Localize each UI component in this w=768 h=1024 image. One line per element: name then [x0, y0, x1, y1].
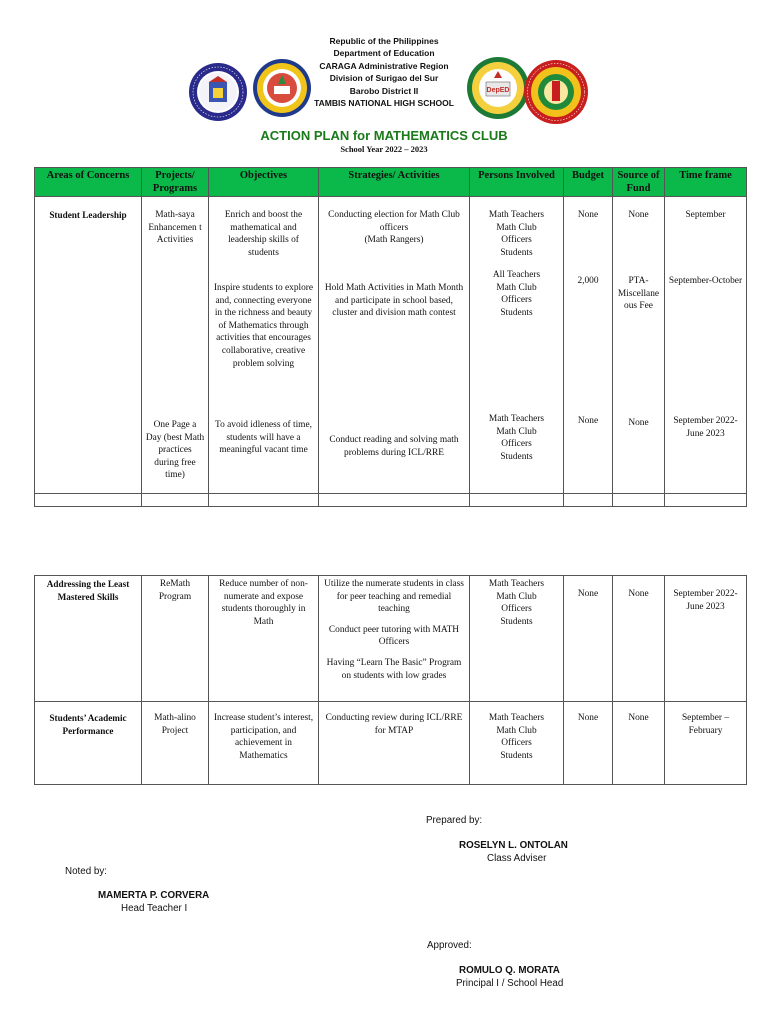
district-seal-logo	[466, 56, 530, 120]
person-text: Officers	[501, 604, 532, 615]
person-text: Math Teachers	[488, 713, 545, 723]
strategy-text: Conducting review during ICL/RRE for MTAP	[325, 713, 463, 736]
timeframe-text: September-October	[668, 276, 743, 286]
noted-by-name: MAMERTA P. CORVERA	[98, 890, 210, 901]
fund-text: None	[628, 210, 649, 220]
person-text: Officers	[501, 439, 532, 450]
page-title: ACTION PLAN for MATHEMATICS CLUB	[260, 128, 508, 143]
area-cell: Addressing the Least Mastered Skills	[35, 576, 142, 702]
header-budget: Budget	[564, 168, 613, 197]
prepared-by-role: Class Adviser	[487, 853, 547, 864]
person-text: Math Teachers	[488, 579, 545, 589]
area-cell: Students’ Academic Performance	[35, 702, 142, 785]
budget-cell: None	[564, 576, 613, 702]
action-plan-table-1	[34, 167, 747, 507]
project-cell: Math-alino Project	[142, 702, 209, 785]
table-row	[35, 702, 747, 785]
person-text: Math Club	[496, 282, 537, 293]
timeframe-cell: September – February	[665, 702, 747, 785]
noted-by-label: Noted by:	[65, 866, 107, 877]
person-text: Students	[500, 451, 533, 462]
persons-cell	[470, 197, 564, 494]
person-text: Officers	[501, 295, 532, 306]
table-row	[35, 576, 747, 702]
person-text: Math Club	[496, 725, 537, 736]
deped-seal-logo	[188, 62, 248, 122]
area-label: Student Leadership	[49, 210, 127, 220]
letterhead	[0, 35, 768, 109]
fund-cell	[613, 197, 665, 494]
budget-cell	[564, 197, 613, 494]
person-text: Math Club	[496, 426, 537, 437]
strategy-text: Conduct reading and solving math problems during ICL/RRE	[329, 435, 459, 458]
person-text: Students	[500, 247, 533, 258]
school-year: School Year 2022 – 2023	[340, 144, 428, 154]
area-cell	[35, 197, 142, 494]
timeframe-cell	[665, 197, 747, 494]
division-seal-logo	[252, 58, 312, 118]
table-row	[35, 197, 747, 494]
budget-text: None	[577, 416, 599, 426]
strategy-cell	[319, 702, 470, 785]
persons-cell	[470, 576, 564, 702]
strategy-text: (Math Rangers)	[364, 235, 424, 246]
approved-label: Approved:	[427, 940, 472, 951]
action-plan-table-2	[34, 575, 747, 785]
budget-text: None	[577, 210, 599, 220]
strategy-text: Conduct peer tutoring with MATH Officers	[328, 624, 460, 648]
person-text: Students	[500, 750, 533, 761]
timeframe-text: September 2022- June 2023	[673, 416, 738, 439]
person-text: Math Club	[496, 222, 537, 233]
budget-text: 2,000	[577, 276, 599, 286]
persons-cell	[470, 702, 564, 785]
project-cell: ReMath Program	[142, 576, 209, 702]
svg-text:DepED: DepED	[486, 87, 510, 94]
person-text: Math Teachers	[488, 414, 545, 424]
project-text: One Page a Day (best Math practices during free time)	[145, 420, 205, 481]
approved-role: Principal I / School Head	[456, 978, 564, 989]
projects-cell	[142, 197, 209, 494]
timeframe-text: September	[685, 210, 726, 220]
header-strategies: Strategies/ Activities	[319, 168, 470, 197]
person-text: Math Club	[496, 591, 537, 602]
table-row-empty	[35, 494, 747, 507]
approved-name: ROMULO Q. MORATA	[459, 965, 560, 976]
header-objectives: Objectives	[209, 168, 319, 197]
person-text: All Teachers	[492, 270, 541, 280]
project-text: Math-saya Enhancemen t Activities	[148, 210, 202, 246]
header-line-2: Department of Education	[333, 48, 435, 59]
header-source: Source of Fund	[613, 168, 665, 197]
header-line-4: Division of Surigao del Sur	[329, 73, 439, 84]
header-line-6: TAMBIS NATIONAL HIGH SCHOOL	[314, 98, 454, 109]
budget-cell: None	[564, 702, 613, 785]
strategy-text: Utilize the numerate students in class for peer teaching and remedial teaching	[324, 579, 464, 615]
objective-cell: Increase student’s interest, participation, and achievement in Mathematics	[209, 702, 319, 785]
strategy-text: Conducting election for Math Club officers	[328, 210, 460, 233]
person-text: Math Teachers	[488, 210, 545, 220]
strategy-cell	[319, 576, 470, 702]
header-areas: Areas of Concerns	[35, 168, 142, 197]
school-seal-logo	[523, 59, 589, 125]
objective-text: To avoid idleness of time, students will have a meaningful vacant time	[215, 420, 312, 456]
strategy-text: Having “Learn The Basic” Program on students with low grades	[326, 657, 462, 681]
header-line-5: Barobo District II	[349, 85, 419, 96]
objective-text: Inspire students to explore and, connecting everyone in the richness and beauty of Mathematics through activities that encourages collaborative, creative problem solving	[213, 283, 314, 369]
objectives-cell	[209, 197, 319, 494]
noted-by-role: Head Teacher I	[121, 903, 188, 914]
fund-text: PTA-Miscellane ous Fee	[617, 276, 660, 312]
header-persons: Persons Involved	[470, 168, 564, 197]
person-text: Officers	[501, 235, 532, 246]
timeframe-cell: September 2022- June 2023	[665, 576, 747, 702]
fund-cell: None	[613, 576, 665, 702]
header-projects: Projects/ Programs	[142, 168, 209, 197]
header-line-3: CARAGA Administrative Region	[319, 60, 449, 71]
fund-text: None	[628, 418, 649, 428]
person-text: Students	[500, 307, 533, 318]
prepared-by-name: ROSELYN L. ONTOLAN	[459, 840, 568, 851]
prepared-by-label: Prepared by:	[426, 815, 483, 826]
header-timeframe: Time frame	[665, 168, 747, 197]
fund-cell: None	[613, 702, 665, 785]
strategy-text: Hold Math Activities in Math Month and participate in school based, cluster and division math contest	[324, 283, 464, 319]
objective-cell: Reduce number of non-numerate and expose students thoroughly in Math	[209, 576, 319, 702]
person-text: Students	[500, 616, 533, 627]
strategies-cell	[319, 197, 470, 494]
header-line-1: Republic of the Philippines	[329, 36, 439, 46]
objective-text: Enrich and boost the mathematical and leadership skills of students	[224, 210, 303, 258]
person-text: Officers	[501, 738, 532, 749]
table-header-row	[35, 168, 747, 197]
